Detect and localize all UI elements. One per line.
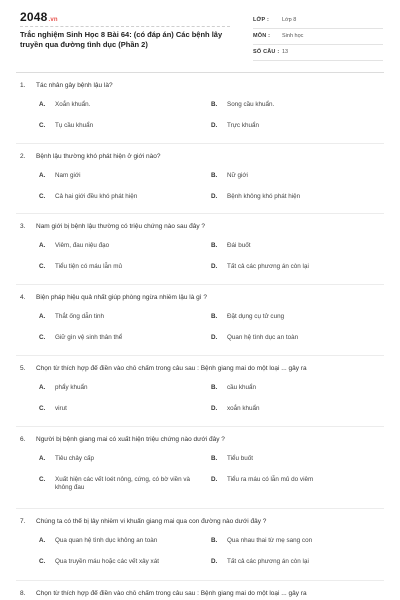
option-letter: D.	[211, 558, 218, 565]
meta-label: LỚP :	[253, 17, 269, 23]
question-prompt: Tác nhân gây bệnh lậu là?	[36, 82, 113, 89]
question-divider	[16, 213, 384, 214]
answer-option[interactable]	[39, 172, 204, 180]
question-divider	[16, 355, 384, 356]
answer-option[interactable]	[39, 193, 204, 201]
option-letter: C.	[39, 122, 46, 129]
question-divider	[16, 426, 384, 427]
question-text	[20, 223, 390, 233]
option-text: Tất cả các phương án còn lại	[227, 263, 309, 270]
option-text: Tiêu chảy cấp	[55, 455, 94, 462]
option-text: Tiểu tiện có máu lẫn mủ	[55, 263, 122, 270]
meta-label: MÔN :	[253, 33, 271, 39]
option-text: Tiểu buốt	[227, 455, 254, 462]
option-text: Tiểu ra máu có lẫn mủ do viêm	[227, 476, 314, 483]
answer-option[interactable]	[39, 384, 204, 392]
option-text: Giữ gìn vệ sinh thân thể	[55, 334, 123, 341]
question-prompt: Nam giới bị bệnh lậu thường có triệu chứng nào sau đây ?	[36, 223, 205, 230]
answer-option[interactable]	[211, 455, 376, 463]
answer-options	[20, 455, 390, 493]
option-letter: B.	[211, 537, 218, 544]
option-text: Qua truyền máu hoặc các vết xây xát	[55, 558, 159, 565]
meta-value: Lớp 8	[282, 17, 297, 23]
answer-option[interactable]	[39, 558, 204, 566]
question-block	[20, 365, 390, 422]
option-letter: A.	[39, 455, 46, 462]
option-text: Đặt dụng cụ tử cung	[227, 313, 285, 320]
option-letter: B.	[211, 313, 218, 320]
option-letter: C.	[39, 558, 46, 565]
header-divider	[16, 72, 384, 73]
option-text: cầu khuẩn	[227, 384, 257, 391]
question-number: 8.	[20, 590, 26, 597]
option-text: Tất cả các phương án còn lại	[227, 558, 309, 565]
option-letter: B.	[211, 384, 218, 391]
question-text	[20, 436, 390, 446]
option-letter: D.	[211, 334, 218, 341]
option-text: Qua nhau thai từ mẹ sang con	[227, 537, 313, 544]
option-text: phẩy khuẩn	[55, 384, 88, 391]
answer-option[interactable]	[211, 476, 376, 484]
meta-row-count	[253, 46, 383, 61]
option-text: xoắn khuẩn	[227, 405, 260, 412]
answer-option[interactable]	[211, 384, 376, 392]
answer-option[interactable]	[211, 101, 376, 109]
answer-option[interactable]	[39, 101, 204, 109]
meta-row-class	[253, 14, 383, 29]
question-number: 1.	[20, 82, 26, 89]
question-number: 2.	[20, 153, 26, 160]
answer-option[interactable]	[39, 537, 204, 545]
document-title: Trắc nghiệm Sinh Học 8 Bài 64: (có đáp án) Các bệnh lây truyền qua đường tình dục (Phần 2)	[20, 30, 223, 49]
answer-options	[20, 101, 390, 139]
question-block	[20, 153, 390, 210]
option-letter: B.	[211, 242, 218, 249]
answer-options	[20, 537, 390, 575]
question-prompt: Chúng ta có thể bị lây nhiễm vi khuẩn giang mai qua con đường nào dưới đây ?	[36, 518, 267, 525]
option-text: virut	[55, 405, 67, 412]
option-letter: D.	[211, 193, 218, 200]
question-number: 5.	[20, 365, 26, 372]
option-letter: A.	[39, 172, 46, 179]
answer-option[interactable]	[39, 263, 204, 271]
option-letter: C.	[39, 193, 46, 200]
question-divider	[16, 508, 384, 509]
option-letter: A.	[39, 313, 46, 320]
option-letter: B.	[211, 455, 218, 462]
option-letter: A.	[39, 242, 46, 249]
answer-option[interactable]	[211, 537, 376, 545]
option-letter: D.	[211, 476, 218, 483]
answer-option[interactable]	[211, 193, 376, 201]
document-header	[0, 0, 400, 72]
meta-label: SỐ CÂU :	[253, 49, 280, 55]
question-block	[20, 82, 390, 139]
question-block	[20, 223, 390, 280]
option-text: Thắt ống dẫn tinh	[55, 313, 105, 320]
answer-option[interactable]	[39, 334, 204, 342]
question-divider	[16, 580, 384, 581]
meta-info-panel	[253, 14, 383, 62]
question-prompt: Biện pháp hiệu quả nhất giúp phòng ngừa nhiễm lậu là gì ?	[36, 294, 207, 301]
answer-option[interactable]	[211, 558, 376, 566]
question-block	[20, 436, 390, 493]
option-letter: B.	[211, 101, 218, 108]
answer-options	[20, 172, 390, 210]
option-text: Nữ giới	[227, 172, 248, 179]
option-letter: C.	[39, 476, 46, 483]
option-letter: A.	[39, 101, 46, 108]
question-text	[20, 294, 390, 304]
answer-option[interactable]	[39, 122, 204, 130]
question-block	[20, 590, 390, 600]
question-prompt: Người bị bệnh giang mai có xuất hiện triệu chứng nào dưới đây ?	[36, 436, 225, 443]
option-text: Tụ cầu khuẩn	[55, 122, 94, 129]
question-number: 6.	[20, 436, 26, 443]
option-letter: C.	[39, 334, 46, 341]
option-text: Quan hệ tình dục an toàn	[227, 334, 299, 341]
question-block	[20, 294, 390, 351]
option-letter: A.	[39, 384, 46, 391]
answer-option[interactable]	[211, 263, 376, 271]
logo-divider	[20, 26, 230, 27]
question-text	[20, 590, 390, 600]
option-text: Xoắn khuẩn.	[55, 101, 91, 108]
meta-row-subject	[253, 30, 383, 45]
option-letter: C.	[39, 405, 46, 412]
option-text: Xuất hiện các vết loét nông, cứng, có bờ viền và không đau	[55, 476, 191, 491]
question-number: 7.	[20, 518, 26, 525]
answer-options	[20, 384, 390, 422]
option-text: Viêm, đau niệu đạo	[55, 242, 110, 249]
option-letter: B.	[211, 172, 218, 179]
answer-option[interactable]	[211, 405, 376, 413]
question-number: 3.	[20, 223, 26, 230]
question-text	[20, 518, 390, 528]
answer-options	[20, 313, 390, 351]
answer-option[interactable]	[39, 476, 204, 492]
option-text: Đái buốt	[227, 242, 251, 249]
answer-option[interactable]	[211, 172, 376, 180]
question-text	[20, 153, 390, 163]
question-prompt: Bệnh lậu thường khó phát hiện ở giới nào?	[36, 153, 161, 160]
meta-value: Sinh học	[282, 33, 304, 39]
answer-option[interactable]	[211, 334, 376, 342]
answer-option[interactable]	[39, 313, 204, 321]
answer-option[interactable]	[211, 313, 376, 321]
question-prompt: Chọn từ thích hợp để điền vào chỗ chấm trong câu sau : Bệnh giang mai do một loại ... gây ra	[36, 590, 307, 597]
option-letter: D.	[211, 122, 218, 129]
question-block	[20, 518, 390, 575]
answer-option[interactable]	[39, 405, 204, 413]
logo-suffix: .vn	[48, 17, 58, 23]
answer-option[interactable]	[39, 242, 204, 250]
option-letter: D.	[211, 263, 218, 270]
logo-text: 2048	[20, 10, 48, 24]
answer-option[interactable]	[211, 122, 376, 130]
question-number: 4.	[20, 294, 26, 301]
option-text: Song cầu khuẩn.	[227, 101, 275, 108]
question-text	[20, 365, 390, 375]
question-divider	[16, 143, 384, 144]
option-text: Bệnh không khó phát hiện	[227, 193, 301, 200]
option-text: Nam giới	[55, 172, 81, 179]
answer-option[interactable]	[211, 242, 376, 250]
option-text: Qua quan hệ tình dục không an toàn	[55, 537, 158, 544]
option-text: Cả hai giới đều khó phát hiện	[55, 193, 138, 200]
question-prompt: Chọn từ thích hợp để điền vào chỗ chấm trong câu sau : Bệnh giang mai do một loại ... gây ra	[36, 365, 307, 372]
question-text	[20, 82, 390, 92]
site-logo[interactable]	[20, 10, 58, 24]
option-letter: D.	[211, 405, 218, 412]
option-text: Trực khuẩn	[227, 122, 259, 129]
meta-value: 13	[282, 49, 289, 55]
option-letter: A.	[39, 537, 46, 544]
answer-options	[20, 242, 390, 280]
option-letter: C.	[39, 263, 46, 270]
answer-option[interactable]	[39, 455, 204, 463]
question-divider	[16, 284, 384, 285]
